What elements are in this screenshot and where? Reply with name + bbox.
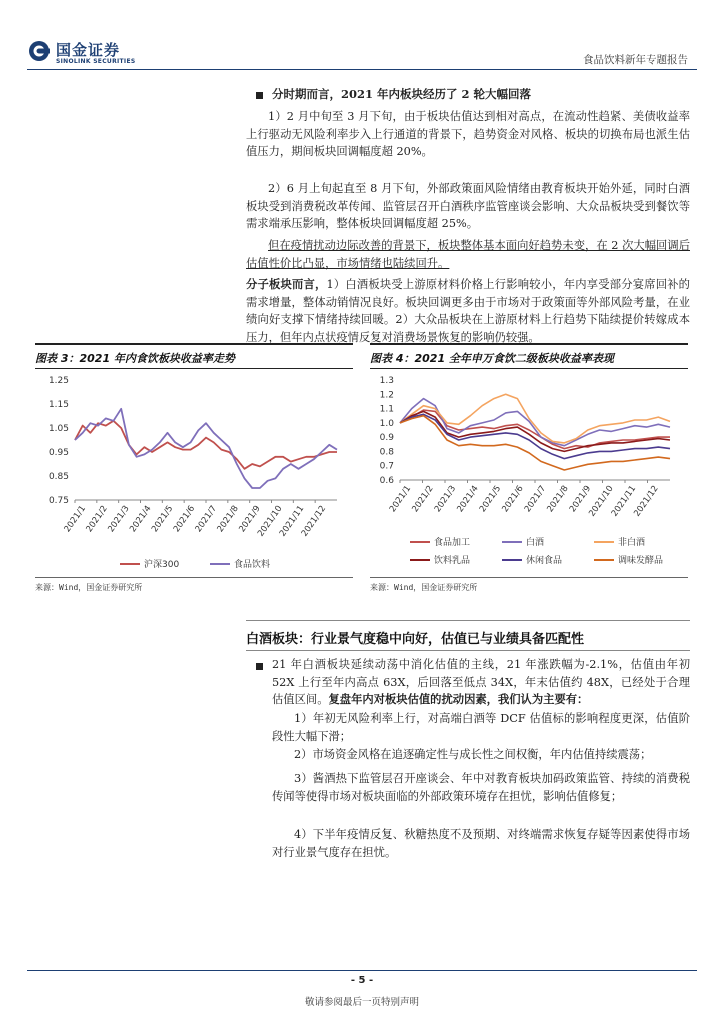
x-tick-label: 2021/12 xyxy=(299,503,329,539)
x-tick-label: 2021/11 xyxy=(277,503,307,539)
x-tick-label: 2021/3 xyxy=(106,503,132,535)
series-line xyxy=(75,409,337,488)
x-tick-label: 2021/7 xyxy=(193,503,220,535)
y-tick-label: 1.05 xyxy=(48,424,69,434)
y-tick-label: 1.25 xyxy=(48,376,69,386)
legend-label: 沪深300 xyxy=(144,560,180,570)
bullet-icon xyxy=(256,663,263,670)
section2-title: 白酒板块：行业景气度稳中向好，估值已与业绩具备匹配性 xyxy=(246,632,585,647)
chart4-source: 来源：Wind，国金证券研究所 xyxy=(370,583,478,592)
x-tick-label: 2021/1 xyxy=(387,483,414,515)
x-tick-label: 2021/3 xyxy=(432,483,459,515)
section2-intro-text: 21 年白酒板块延续动荡中消化估值的主线，21 年涨跌幅为-2.1%，估值由年初 52X 上行至年内高点 63X，后回落至低点 34X，年末估值约 48X，已经处于合理估值区间。 xyxy=(272,658,690,706)
chart4-plot xyxy=(370,372,688,574)
section1-para3: 但在疫情扰动边际改善的背景下，板块整体基本面向好趋势未变，在 2 次大幅回调后估值性价比凸显，市场情绪也陆续回升。 xyxy=(246,239,690,270)
x-tick-label: 2021/8 xyxy=(215,503,241,535)
chart3-caption-bottomline xyxy=(35,368,353,369)
logo-name-cn: 国金证券 xyxy=(56,41,121,59)
x-tick-label: 2021/11 xyxy=(609,483,639,519)
y-tick-label: 0.75 xyxy=(48,496,69,506)
page-number: - 5 - xyxy=(350,975,374,986)
y-tick-label: 0.85 xyxy=(48,472,69,482)
legend-label: 饮料乳品 xyxy=(434,556,471,566)
section2-intro xyxy=(272,656,690,709)
section2-item4: 4）下半年疫情反复、秋糖热度不及预期、对终端需求恢复存疑等因素使得市场对行业景气度存在担忧。 xyxy=(272,828,690,859)
x-tick-label: 2021/10 xyxy=(256,503,285,539)
section2-intro-bold: 复盘年内对板块估值的扰动因素，我们认为主要有： xyxy=(328,692,589,706)
footer-divider xyxy=(27,970,697,971)
y-tick-label: 1.0 xyxy=(379,418,394,429)
legend-label: 白酒 xyxy=(526,538,545,548)
section2-item2: 2）市场资金风格在追逐确定性与成长性之间权衡，年内估值持续震荡； xyxy=(294,748,652,761)
x-tick-label: 2021/6 xyxy=(171,503,198,535)
x-tick-label: 2021/12 xyxy=(632,483,661,519)
section1-para4 xyxy=(246,276,690,346)
x-tick-label: 2021/8 xyxy=(545,483,571,515)
section2-topline xyxy=(246,620,690,621)
x-tick-label: 2021/9 xyxy=(237,503,263,535)
section1-heading: 分时期而言，2021 年内板块经历了 2 轮大幅回落 xyxy=(272,87,532,101)
section2-bottomline xyxy=(246,650,690,651)
chart4-source-line xyxy=(370,577,688,578)
x-tick-label: 2021/9 xyxy=(567,483,594,515)
chart3-plot xyxy=(35,372,353,574)
y-tick-label: 0.8 xyxy=(379,447,394,458)
y-tick-label: 0.95 xyxy=(48,448,69,458)
section1-para4-body: 1）白酒板块受上游原材料价格上行影响较小，年内享受部分宴席回补的需求增量，整体动销情况良好。板块回调更多由于市场对于政策面等外部风险考量，在业绩向好支撑下情绪持续回暖。2）大众品板块在上游原材料上行趋势下陆续提价转嫁成本压力，但年内点状疫情反复对消费场景恢复的影响仍较强。 xyxy=(246,278,690,344)
chart3-source: 来源：Wind，国金证券研究所 xyxy=(35,583,143,592)
x-tick-label: 2021/2 xyxy=(410,483,436,515)
section2-item3: 3）酱酒热下监管层召开座谈会、年中对教育板块加码政策监管、持续的消费税传闻等使得市场对板块面临的外部政策环境存在担忧，影响估值修复； xyxy=(272,772,690,803)
sinolink-logo-icon xyxy=(28,40,50,62)
x-tick-label: 2021/2 xyxy=(84,503,110,535)
y-tick-label: 0.9 xyxy=(379,433,394,444)
logo-name-en: SINOLINK SECURITIES xyxy=(56,58,136,65)
report-type: 食品饮料新年专题报告 xyxy=(583,54,688,66)
chart3-caption-topline xyxy=(35,343,353,345)
x-tick-label: 2021/5 xyxy=(149,503,176,535)
legend-label: 食品加工 xyxy=(434,538,471,548)
section1-para2: 2）6 月上旬起直至 8 月下旬，外部政策面风险情绪由教育板块开始外延，同时白酒板块受到消费税改革传闻、监管层召开白酒秩序监管座谈会影响、大众品板块受到餐饮等需求端承压影响，整体板块回调幅度超 25%。 xyxy=(246,182,690,230)
legend-label: 非白酒 xyxy=(618,538,646,548)
section1-para4-lead: 分子板块而言， xyxy=(246,277,327,291)
x-tick-label: 2021/4 xyxy=(455,483,481,515)
chart4-caption-bottomline xyxy=(370,368,688,369)
chart3-caption: 图表 3：2021 年内食饮板块收益率走势 xyxy=(35,352,235,365)
x-tick-label: 2021/1 xyxy=(62,503,89,535)
legend-label: 调味发酵品 xyxy=(618,556,664,566)
x-tick-label: 2021/6 xyxy=(500,483,526,515)
x-tick-label: 2021/7 xyxy=(522,483,549,515)
chart4-caption: 图表 4：2021 全年申万食饮二级板块收益率表现 xyxy=(370,352,614,365)
y-tick-label: 1.2 xyxy=(379,390,394,401)
x-tick-label: 2021/5 xyxy=(477,483,504,515)
legend-label: 食品饮料 xyxy=(234,560,271,570)
bullet-icon xyxy=(256,92,263,99)
chart3-source-line xyxy=(35,577,353,578)
legend-label: 休闲食品 xyxy=(526,556,563,566)
series-line xyxy=(75,421,337,469)
x-tick-label: 2021/4 xyxy=(128,503,154,535)
y-tick-label: 1.15 xyxy=(48,400,69,410)
header-divider xyxy=(27,69,697,70)
footer-disclaimer: 敬请参阅最后一页特别声明 xyxy=(304,997,419,1008)
section2-item1: 1）年初无风险利率上行，对高端白酒等 DCF 估值标的影响程度更深，估值阶段性大幅下滑； xyxy=(272,712,690,743)
x-tick-label: 2021/10 xyxy=(587,483,616,519)
chart4-caption-topline xyxy=(370,343,688,345)
section1-para1: 1）2 月中旬至 3 月下旬，由于板块估值达到相对高点，在流动性趋紧、美债收益率上行驱动无风险利率步入上行通道的背景下，趋势资金对风格、板块的切换布局也派生估值压力，期间板块回调幅度超 20%。 xyxy=(246,110,690,158)
y-tick-label: 0.7 xyxy=(379,461,394,472)
y-tick-label: 1.3 xyxy=(379,376,394,386)
y-tick-label: 0.6 xyxy=(379,476,394,486)
y-tick-label: 1.1 xyxy=(379,404,394,415)
